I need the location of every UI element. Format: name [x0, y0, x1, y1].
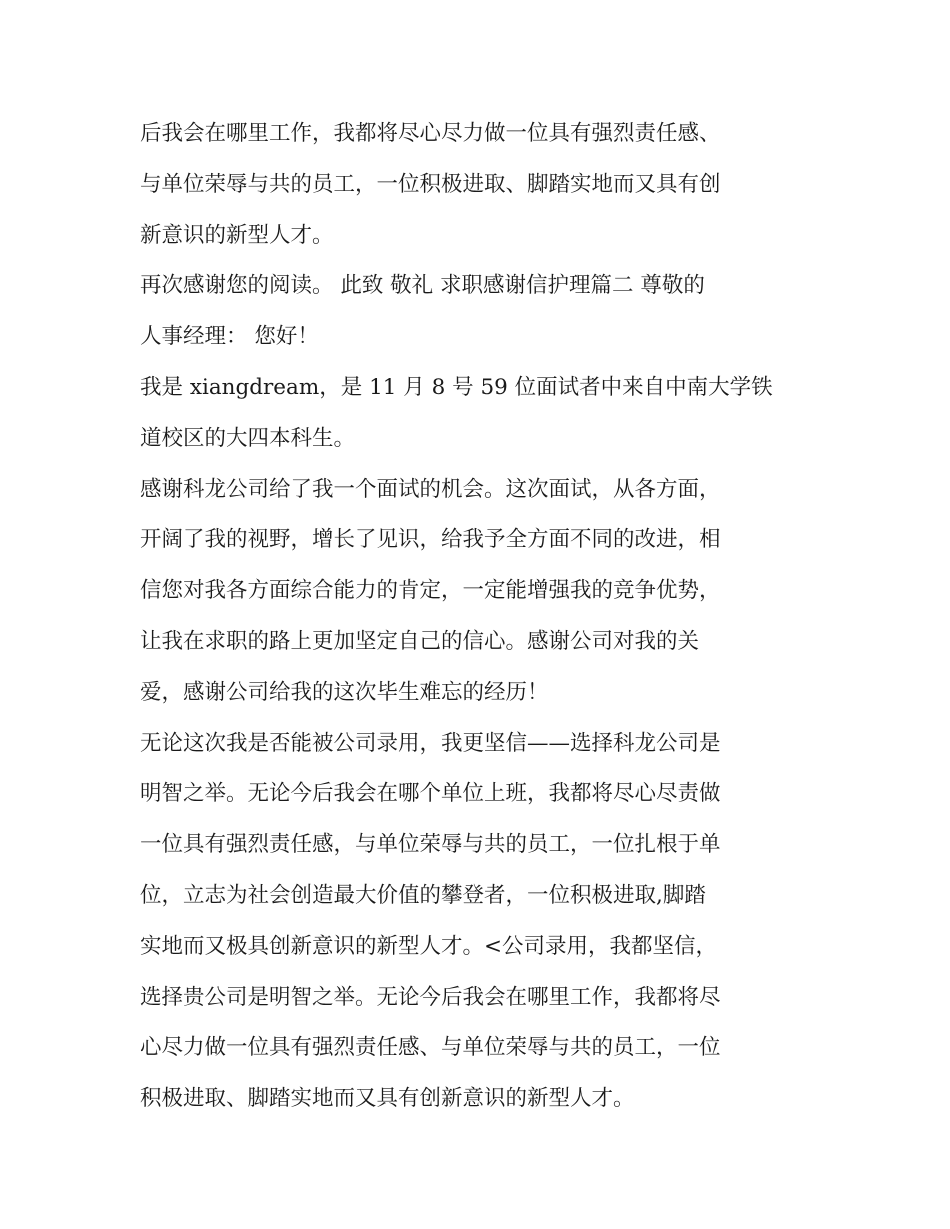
text-line: 后我会在哪里工作，我都将尽心尽力做一位具有强烈责任感、 — [140, 121, 721, 146]
text-line: 无论这次我是否能被公司录用，我更坚信——选择科龙公司是 — [140, 730, 721, 756]
text-line: 信您对我各方面综合能力的肯定，一定能增强我的竞争优势， — [140, 578, 721, 604]
text-line: 我是 xiangdream，是 11 月 8 号 59 位面试者中来自中南大学铁 — [140, 374, 773, 400]
text-line: 新意识的新型人才。 — [140, 222, 334, 248]
body-text — [140, 109, 820, 1125]
text-line: 与单位荣辱与共的员工，一位积极进取、脚踏实地而又具有创 — [140, 171, 721, 197]
text-line: 位，立志为社会创造最大价值的攀登者，一位积极进取,脚踏 — [140, 882, 706, 908]
text-line: 心尽力做一位具有强烈责任感、与单位荣辱与共的员工，一位 — [140, 1035, 721, 1061]
text-line: 再次感谢您的阅读。 此致 敬礼 求职感谢信护理篇二 尊敬的 — [140, 273, 705, 299]
text-line: 感谢科龙公司给了我一个面试的机会。这次面试，从各方面， — [140, 476, 721, 502]
text-line: 明智之举。无论今后我会在哪个单位上班，我都将尽心尽责做 — [140, 781, 721, 807]
text-line: 选择贵公司是明智之举。无论今后我会在哪里工作，我都将尽 — [140, 984, 721, 1010]
text-line: 爱，感谢公司给我的这次毕生难忘的经历！ — [140, 679, 549, 705]
text-line: 道校区的大四本科生。 — [140, 425, 356, 451]
text-line: 开阔了我的视野，增长了见识，给我予全方面不同的改进，相 — [140, 527, 721, 553]
text-line: 一位具有强烈责任感，与单位荣辱与共的员工，一位扎根于单 — [140, 832, 721, 858]
text-line: 让我在求职的路上更加坚定自己的信心。感谢公司对我的关 — [140, 628, 700, 654]
text-line: 人事经理： 您好！ — [140, 324, 319, 350]
text-line: 实地而又极具创新意识的新型人才。<公司录用，我都坚信， — [140, 933, 718, 959]
text-line: 积极进取、脚踏实地而又具有创新意识的新型人才。 — [140, 1086, 635, 1112]
